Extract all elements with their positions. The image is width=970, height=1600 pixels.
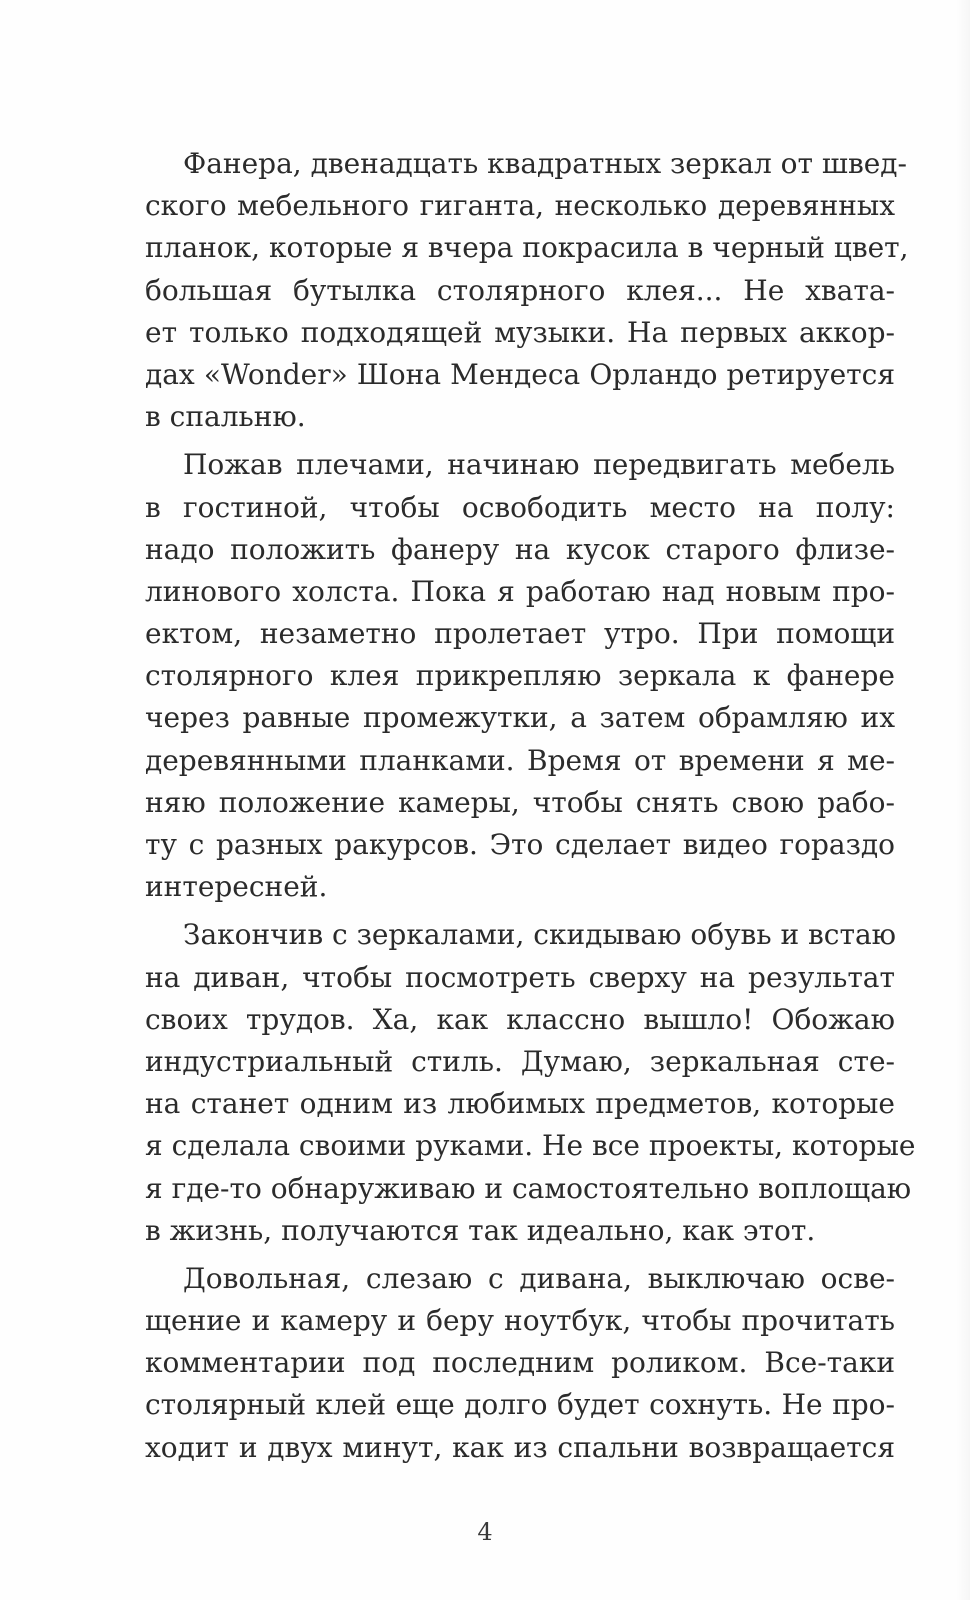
text-line: на станет одним из любимых предметов, которые: [145, 1087, 895, 1121]
text-line: линового холста. Пока я работаю над новым про-: [145, 574, 895, 608]
text-line: ходит и двух минут, как из спальни возвращается: [145, 1430, 895, 1464]
text-line: ского мебельного гиганта, несколько деревянных: [145, 189, 895, 223]
text-line: в спальню.: [145, 400, 306, 434]
text-line: ет только подходящей музыки. На первых аккор-: [145, 315, 895, 349]
text-line: столярного клея прикрепляю зеркала к фанере: [145, 659, 895, 693]
page-edge: [956, 0, 970, 1600]
text-line: ектом, незаметно пролетает утро. При помощи: [145, 617, 895, 651]
text-line: в гостиной, чтобы освободить место на полу:: [145, 490, 895, 524]
text-line: интересней.: [145, 870, 328, 904]
text-line: Довольная, слезаю с дивана, выключаю осве-: [183, 1261, 895, 1295]
text-line: через равные промежутки, а затем обрамляю их: [145, 701, 895, 735]
body-text: [145, 143, 916, 1469]
text-line: щение и камеру и беру ноутбук, чтобы прочитать: [145, 1304, 895, 1338]
text-line: в жизнь, получаются так идеально, как этот.: [145, 1213, 816, 1247]
text-line: планок, которые я вчера покрасила в черный цвет,: [145, 231, 909, 265]
text-line: Пожав плечами, начинаю передвигать мебель: [183, 448, 895, 482]
text-line: Закончив с зеркалами, скидываю обувь и встаю: [183, 918, 897, 952]
page-number: 4: [477, 1518, 493, 1546]
text-line: комментарии под последним роликом. Все-таки: [145, 1346, 895, 1380]
text-line: дах «Wonder» Шона Мендеса Орландо ретируется: [145, 357, 895, 391]
text-line: своих трудов. Ха, как классно вышло! Обожаю: [145, 1002, 895, 1036]
text-line: столярный клей еще долго будет сохнуть. Не про-: [145, 1388, 895, 1422]
text-line: большая бутылка столярного клея... Не хвата-: [145, 273, 895, 307]
text-line: Фанера, двенадцать квадратных зеркал от швед-: [183, 147, 907, 180]
text-line: на диван, чтобы посмотреть сверху на результат: [145, 960, 895, 994]
text-line: ту с разных ракурсов. Это сделает видео гораздо: [145, 828, 895, 861]
text-line: индустриальный стиль. Думаю, зеркальная сте-: [145, 1044, 895, 1078]
text-line: надо положить фанеру на кусок старого флизе-: [145, 532, 895, 566]
text-line: няю положение камеры, чтобы снять свою рабо-: [145, 785, 895, 819]
text-line: деревянными планками. Время от времени я ме-: [145, 743, 895, 777]
text-line: я сделала своими руками. Не все проекты, которые: [145, 1129, 916, 1163]
text-line: я где-то обнаруживаю и самостоятельно воплощаю: [145, 1171, 912, 1205]
